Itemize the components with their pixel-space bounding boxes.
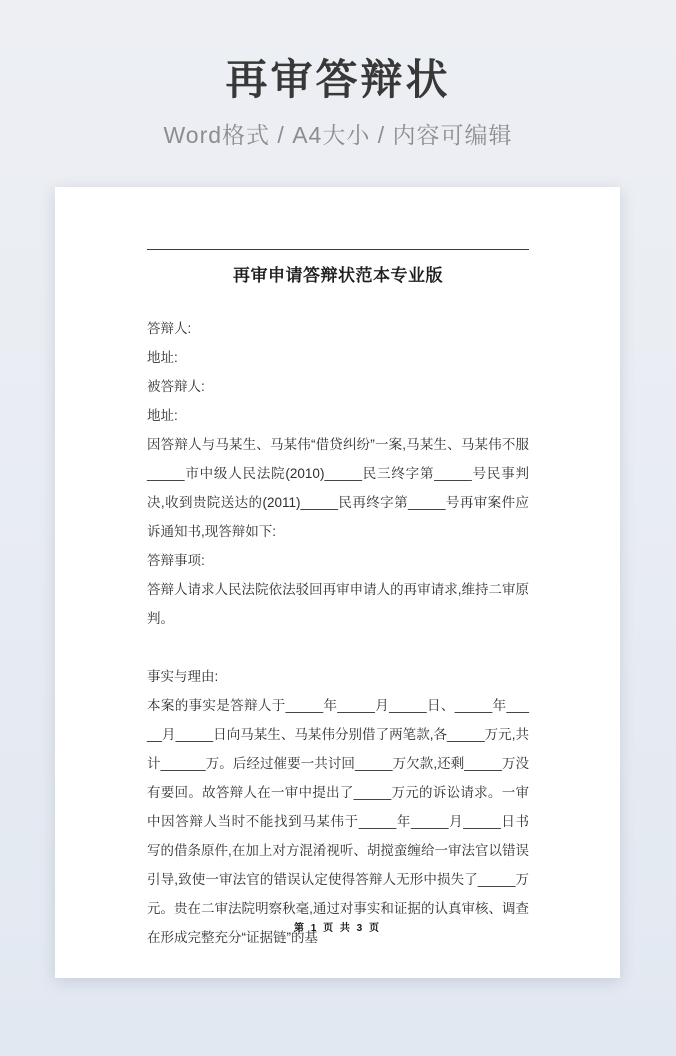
- page-title: 再审答辩状: [225, 56, 451, 103]
- document-paragraph: 因答辩人与马某生、马某伟“借贷纠纷”一案,马某生、马某伟不服_____市中级人民法院(2010)_____民三终字第_____号民事判决,收到贵院送达的(2011)_____民再终字第_____号再审案件应诉通知书,现答辩如下:: [147, 437, 529, 539]
- document-paragraph: [147, 633, 529, 662]
- document-paragraph: 本案的事实是答辩人于_____年_____月_____日、_____年_____月_____日向马某生、马某伟分别借了两笔款,各_____万元,共计______万。后经过催要一共讨回_____万欠款,还剩_____万没有要回。故答辩人在一审中提出了_____万元的诉讼请求。一审中因答辩人当时不能找到马某伟于_____年_____月_____日书写的借条原件,在加上对方混淆视听、胡搅蛮缠给一审法官以错误引导,致使一审法官的错误认定使得答辩人无形中损失了_____万元。贵在二审法院明察秋毫,通过对事实和证据的认真审核、调查在形成完整充分“证据链”的基: [147, 698, 529, 945]
- page-number: 第 1 页 共 3 页: [293, 923, 381, 934]
- document-paragraph: 地址:: [147, 408, 178, 423]
- document-paragraph: 被答辩人:: [147, 379, 205, 394]
- document-paragraph: 事实与理由:: [147, 669, 219, 684]
- document-paragraph: 答辩人:: [147, 321, 192, 336]
- document-body: [147, 314, 529, 952]
- header: [0, 0, 676, 150]
- document-paragraph: 答辩人请求人民法院依法驳回再审申请人的再审请求,维持二审原判。: [147, 582, 529, 626]
- document-paragraph: 答辩事项:: [147, 553, 205, 568]
- title-divider: [147, 249, 529, 250]
- document-paragraph: 地址:: [147, 350, 178, 365]
- document-page: [55, 187, 620, 978]
- document-title: 再审申请答辩状范本专业版: [233, 266, 443, 285]
- page-subtitle: Word格式 / A4大小 / 内容可编辑: [163, 122, 513, 149]
